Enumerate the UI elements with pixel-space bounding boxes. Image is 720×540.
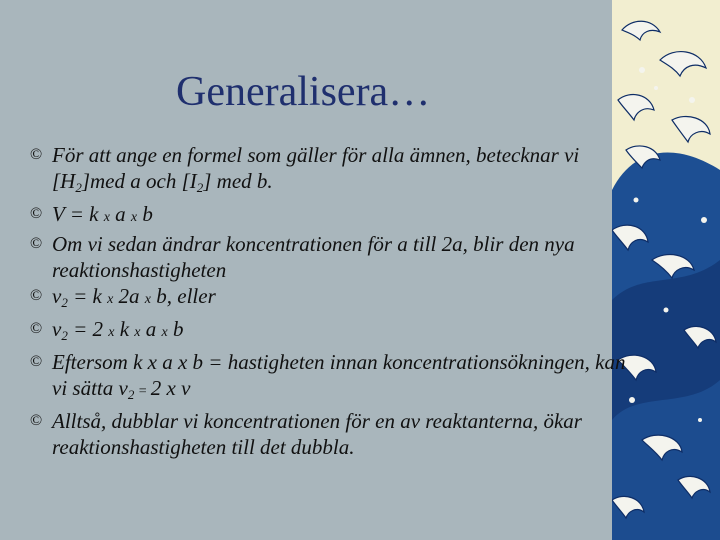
bullet-symbol: © [30, 146, 43, 163]
bullet-list [30, 142, 630, 460]
slide-title: Generalisera… [176, 69, 431, 115]
bullet-symbol: © [30, 205, 43, 222]
bullet-item: © Alltså, dubblar vi koncentrationen för en av reaktanterna, ökar reaktionshastigheten till det dubbla. [30, 409, 582, 459]
bullet-symbol: © [30, 235, 43, 252]
bullet-symbol: © [30, 353, 43, 370]
bullet-item: © $v_2 = k$ x 2a x b, eller [30, 284, 216, 310]
bullet-symbol: © [30, 320, 43, 337]
bullet-item: © Eftersom k x a x b = hastigheten innan koncentrationsökningen, kan vi sätta $v_2 = 2$ x v [30, 350, 626, 402]
bullet-item: © Om vi sedan ändrar koncentrationen för a till 2a, blir den nya reaktionshastigheten [30, 232, 575, 282]
bullet-symbol: © [30, 412, 43, 429]
bullet-item: © V = k x a x b [30, 202, 153, 226]
bullet-symbol: © [30, 287, 43, 304]
bullet-item: © För att ange en formel som gäller för alla ämnen, betecknar vi $[H_2]med$ a och $[I_2]$ med b. [30, 143, 580, 195]
bullet-item: © $v_2 = 2$ x k x a x b [30, 317, 184, 343]
